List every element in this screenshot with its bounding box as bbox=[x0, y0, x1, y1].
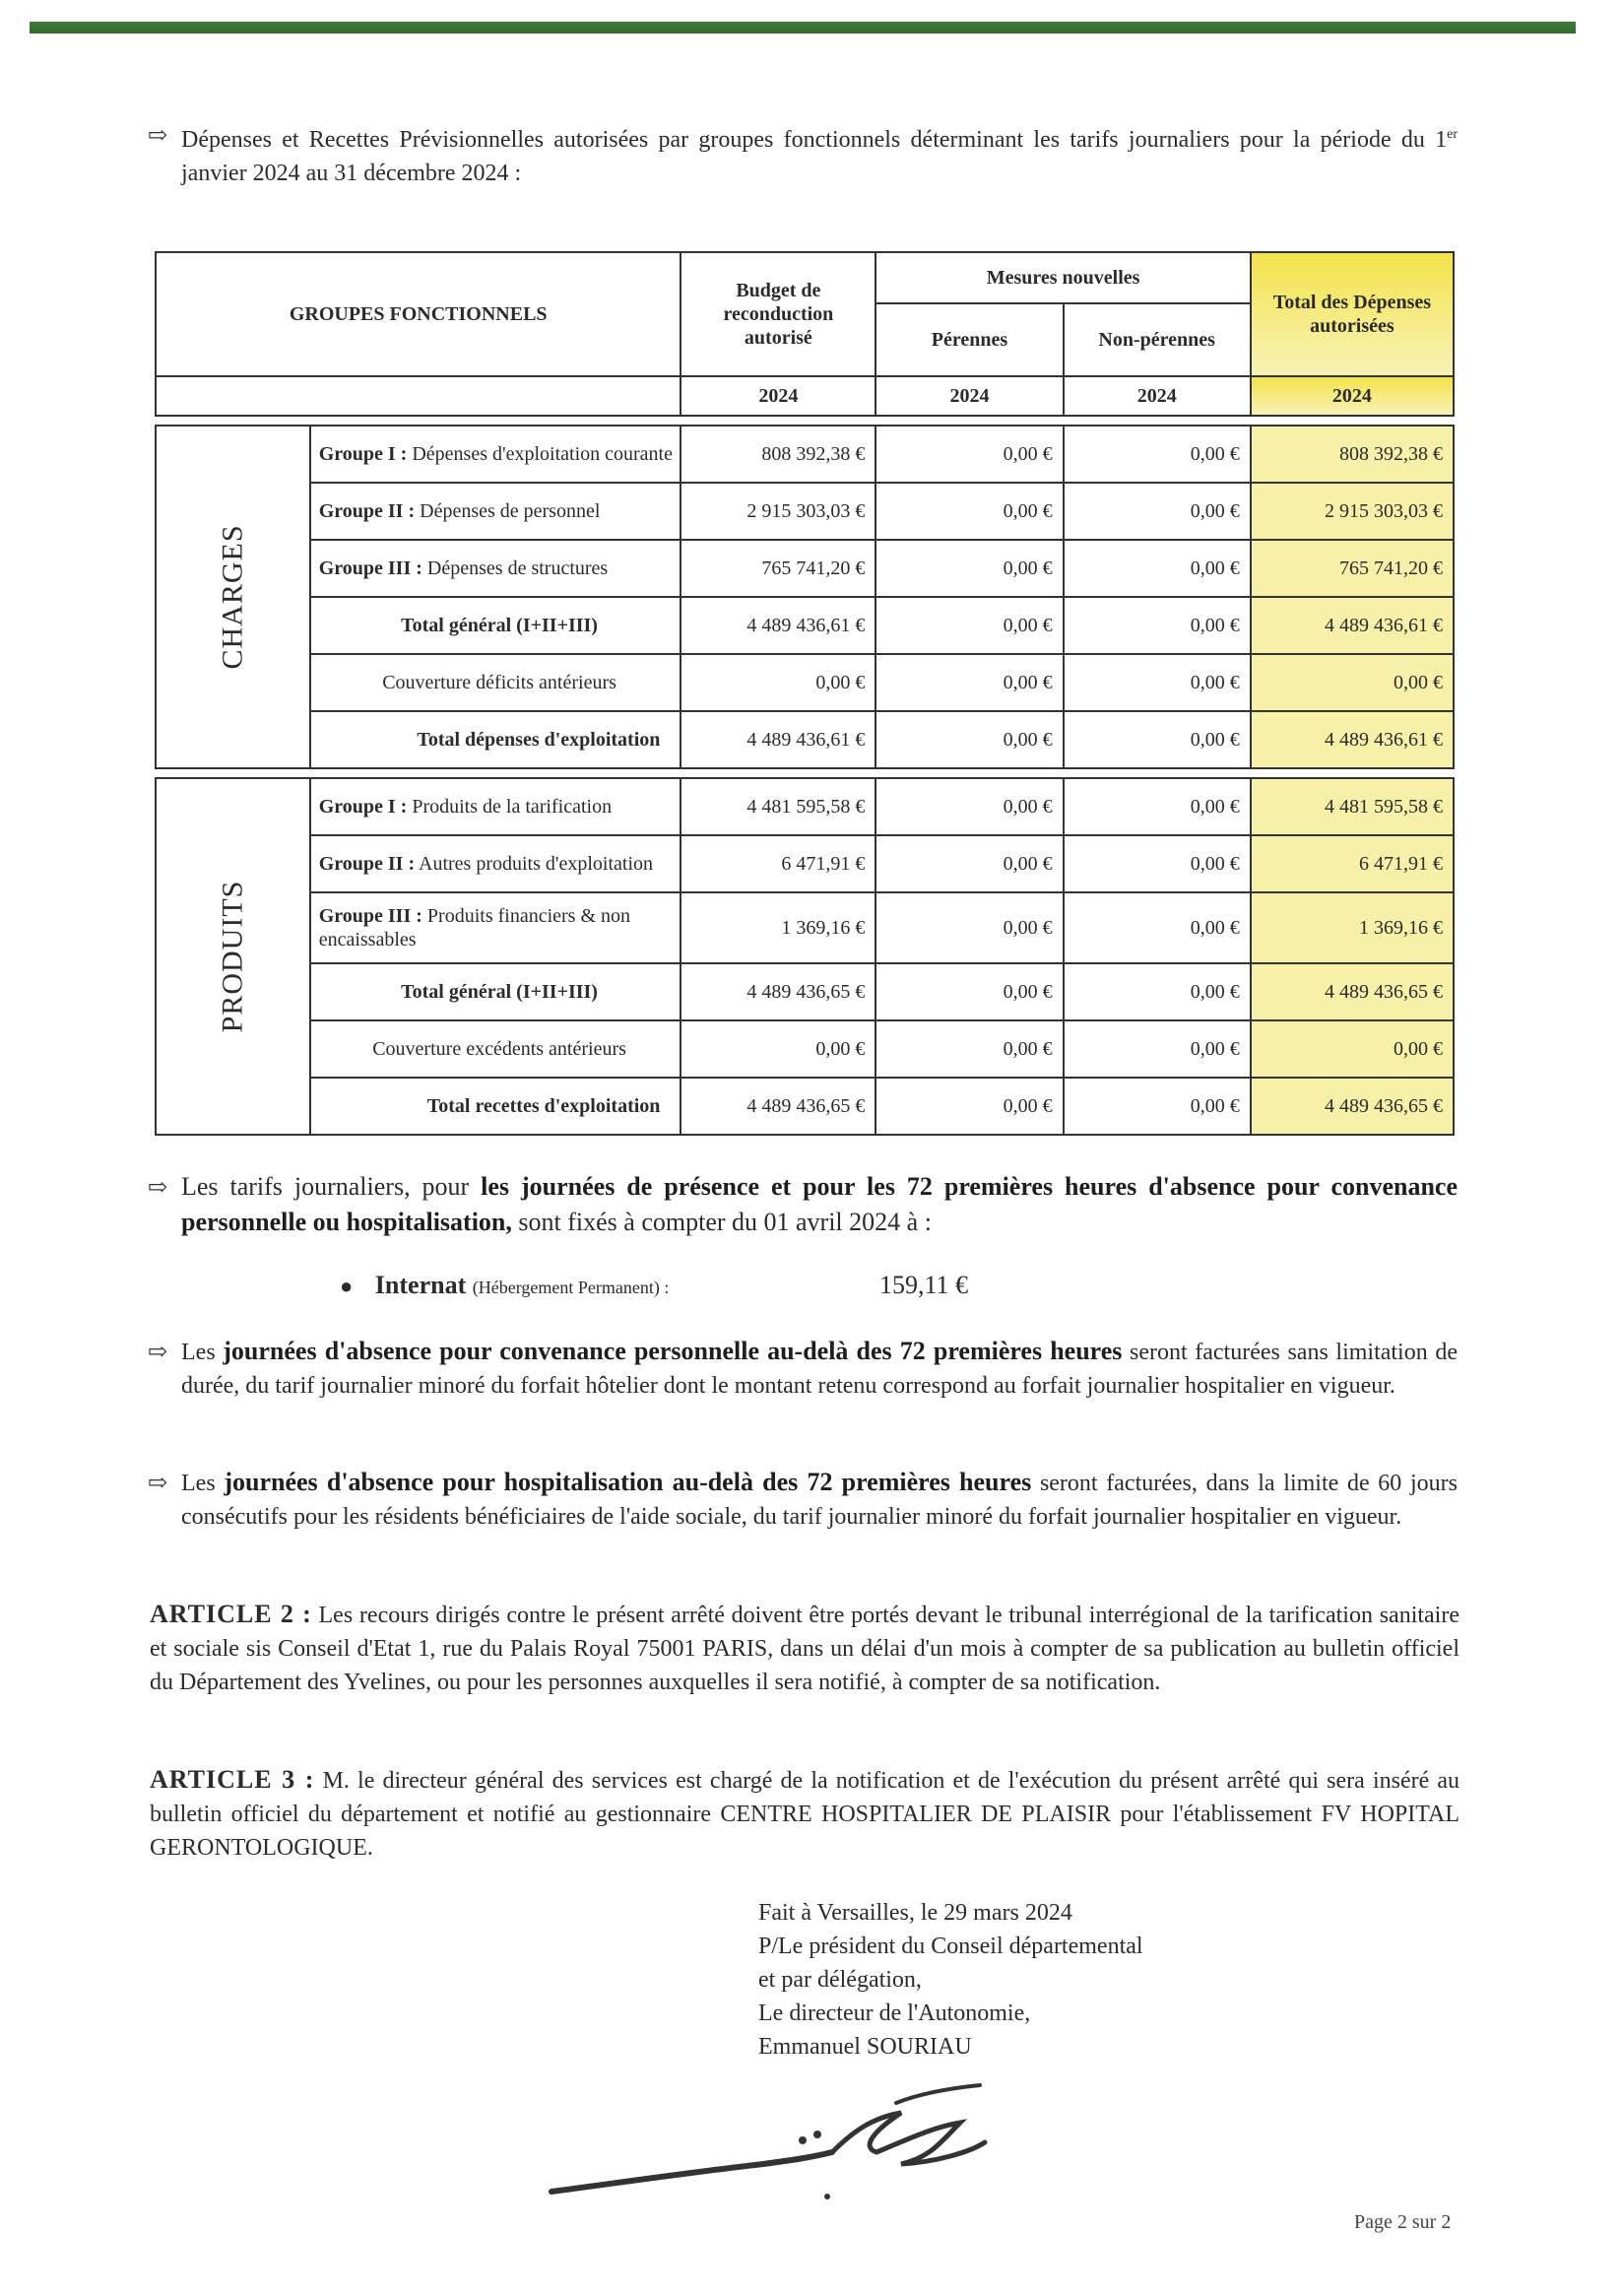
table-row bbox=[156, 597, 1454, 654]
article-2: ARTICLE 2 : Les recours dirigés contre le présent arrêté doivent être portés devant le tribunal interrégional de la tarification sanitaire et sociale sis Conseil d'Etat 1, rue du Palais Royal 75001 PARIS, dans un délai d'un mois à compter de sa publication au bulletin officiel du Département des Yvelines, ou pour les personnes auxquelles il sera notifié, à compter de sa notification. bbox=[150, 1600, 1459, 1695]
cell-budget: 0,00 € bbox=[681, 1020, 875, 1078]
cell-perennes: 0,00 € bbox=[875, 835, 1063, 892]
row-label: Total général (I+II+III) bbox=[310, 963, 681, 1020]
cell-budget: 4 481 595,58 € bbox=[681, 778, 875, 835]
cell-budget: 1 369,16 € bbox=[681, 892, 875, 963]
cell-budget: 808 392,38 € bbox=[681, 426, 875, 483]
cell-non-perennes: 0,00 € bbox=[1064, 426, 1251, 483]
cell-perennes: 0,00 € bbox=[875, 1020, 1063, 1078]
bullet-dot-icon: ● bbox=[340, 1274, 354, 1298]
intro-paragraph bbox=[148, 118, 1458, 190]
cell-non-perennes: 0,00 € bbox=[1064, 483, 1251, 540]
produits-label-cell bbox=[156, 778, 310, 1135]
cell-budget: 4 489 436,61 € bbox=[681, 597, 875, 654]
cell-budget: 2 915 303,03 € bbox=[681, 483, 875, 540]
cell-total: 4 489 436,61 € bbox=[1251, 597, 1454, 654]
absence-convenance-paragraph: ⇨ Les journées d'absence pour convenance personnelle au-delà des 72 premières heures seront facturées sans limitation de durée, du tarif journalier minoré du forfait hôtelier dont le montant retenu correspond au forfait journalier hospitalier en vigueur. bbox=[148, 1337, 1458, 1399]
row-label: Groupe II : Autres produits d'exploitation bbox=[310, 835, 681, 892]
signature-line-2: P/Le président du Conseil départemental bbox=[758, 1934, 1143, 1959]
row-label: Groupe III : Dépenses de structures bbox=[310, 540, 681, 597]
cell-perennes: 0,00 € bbox=[875, 483, 1063, 540]
charges-label: CHARGES bbox=[216, 524, 249, 670]
table-row bbox=[156, 892, 1454, 963]
intro-sup: er bbox=[1447, 127, 1458, 142]
cell-total: 4 489 436,65 € bbox=[1251, 963, 1454, 1020]
signature-line-5: Emmanuel SOURIAU bbox=[758, 2034, 972, 2060]
cell-budget: 765 741,20 € bbox=[681, 540, 875, 597]
signature-line-4: Le directeur de l'Autonomie, bbox=[758, 2001, 1031, 2026]
cell-perennes: 0,00 € bbox=[875, 711, 1063, 768]
cell-perennes: 0,00 € bbox=[875, 778, 1063, 835]
cell-total: 4 481 595,58 € bbox=[1251, 778, 1454, 835]
cell-total: 1 369,16 € bbox=[1251, 892, 1454, 963]
header-non-perennes: Non-pérennes bbox=[1064, 303, 1251, 376]
row-label: Total recettes d'exploitation bbox=[310, 1078, 681, 1135]
cell-budget: 6 471,91 € bbox=[681, 835, 875, 892]
cell-perennes: 0,00 € bbox=[875, 654, 1063, 711]
cell-total: 808 392,38 € bbox=[1251, 426, 1454, 483]
internat-sub: (Hébergement Permanent) : bbox=[472, 1278, 670, 1297]
cell-non-perennes: 0,00 € bbox=[1064, 654, 1251, 711]
arrow-right-icon: ⇨ bbox=[148, 1340, 168, 1365]
handwritten-signature bbox=[547, 2073, 1000, 2216]
table-row bbox=[156, 426, 1454, 483]
budget-table bbox=[155, 251, 1455, 1136]
tarifs-paragraph: ⇨ Les tarifs journaliers, pour les journées de présence et pour les 72 premières heures d'absence pour convenance personnelle ou hospitalisation, sont fixés à compter du 01 avril 2024 à : bbox=[148, 1172, 1458, 1236]
cell-budget: 4 489 436,61 € bbox=[681, 711, 875, 768]
cell-perennes: 0,00 € bbox=[875, 892, 1063, 963]
cell-non-perennes: 0,00 € bbox=[1064, 1078, 1251, 1135]
header-year-total: 2024 bbox=[1251, 376, 1454, 416]
row-label: Groupe II : Dépenses de personnel bbox=[310, 483, 681, 540]
cell-total: 2 915 303,03 € bbox=[1251, 483, 1454, 540]
cell-total: 0,00 € bbox=[1251, 654, 1454, 711]
cell-perennes: 0,00 € bbox=[875, 597, 1063, 654]
cell-budget: 0,00 € bbox=[681, 654, 875, 711]
cell-non-perennes: 0,00 € bbox=[1064, 540, 1251, 597]
table-row bbox=[156, 835, 1454, 892]
cell-budget: 4 489 436,65 € bbox=[681, 1078, 875, 1135]
table-row bbox=[156, 1020, 1454, 1078]
cell-total: 765 741,20 € bbox=[1251, 540, 1454, 597]
table-row bbox=[156, 1078, 1454, 1135]
page-number: Page 2 sur 2 bbox=[1354, 2211, 1452, 2233]
table-row bbox=[156, 483, 1454, 540]
header-mesures: Mesures nouvelles bbox=[875, 252, 1250, 303]
cell-perennes: 0,00 € bbox=[875, 426, 1063, 483]
cell-perennes: 0,00 € bbox=[875, 540, 1063, 597]
row-label: Couverture excédents antérieurs bbox=[310, 1020, 681, 1078]
internat-value: 159,11 € bbox=[879, 1271, 969, 1299]
internat-label: Internat bbox=[374, 1271, 467, 1299]
charges-label-cell bbox=[156, 426, 310, 768]
header-total: Total des Dépenses autorisées bbox=[1251, 252, 1454, 376]
header-year-non-perennes: 2024 bbox=[1064, 376, 1251, 416]
arrow-right-icon: ⇨ bbox=[148, 1471, 168, 1496]
cell-non-perennes: 0,00 € bbox=[1064, 778, 1251, 835]
arrow-right-icon: ⇨ bbox=[148, 1175, 168, 1201]
header-groupes: GROUPES FONCTIONNELS bbox=[156, 252, 681, 376]
arrow-right-icon: ⇨ bbox=[148, 123, 168, 149]
header-year-empty bbox=[156, 376, 681, 416]
cell-perennes: 0,00 € bbox=[875, 1078, 1063, 1135]
top-green-rule bbox=[30, 22, 1576, 33]
intro-text-a: Dépenses et Recettes Prévisionnelles autorisées par groupes fonctionnels déterminant les tarifs journaliers pour la période du 1 bbox=[181, 127, 1448, 153]
internat-line bbox=[340, 1271, 669, 1300]
row-label: Groupe I : Produits de la tarification bbox=[310, 778, 681, 835]
article-3: ARTICLE 3 : M. le directeur général des services est chargé de la notification et de l'exécution du présent arrêté qui sera inséré au bulletin officiel du département et notifié au gestionnaire CENTRE HOSPITALIER DE PLAISIR pour l'établissement FV HOPITAL GERONTOLOGIQUE. bbox=[150, 1765, 1460, 1861]
cell-non-perennes: 0,00 € bbox=[1064, 597, 1251, 654]
header-budget: Budget de reconduction autorisé bbox=[681, 252, 875, 376]
cell-non-perennes: 0,00 € bbox=[1064, 1020, 1251, 1078]
cell-total: 4 489 436,61 € bbox=[1251, 711, 1454, 768]
cell-non-perennes: 0,00 € bbox=[1064, 892, 1251, 963]
row-label: Total général (I+II+III) bbox=[310, 597, 681, 654]
cell-total: 6 471,91 € bbox=[1251, 835, 1454, 892]
table-row bbox=[156, 711, 1454, 768]
table-row bbox=[156, 540, 1454, 597]
signature-line-3: et par délégation, bbox=[758, 1967, 922, 1993]
produits-label: PRODUITS bbox=[216, 880, 249, 1033]
table-row bbox=[156, 963, 1454, 1020]
signature-line-1: Fait à Versailles, le 29 mars 2024 bbox=[758, 1900, 1072, 1926]
row-label: Total dépenses d'exploitation bbox=[310, 711, 681, 768]
table-row bbox=[156, 654, 1454, 711]
intro-text-b: janvier 2024 au 31 décembre 2024 : bbox=[181, 161, 522, 186]
row-label: Couverture déficits antérieurs bbox=[310, 654, 681, 711]
cell-perennes: 0,00 € bbox=[875, 963, 1063, 1020]
header-year-budget: 2024 bbox=[681, 376, 875, 416]
cell-budget: 4 489 436,65 € bbox=[681, 963, 875, 1020]
absence-hospitalisation-paragraph: ⇨ Les journées d'absence pour hospitalisation au-delà des 72 premières heures seront facturées, dans la limite de 60 jours consécutifs pour les résidents bénéficiaires de l'aide sociale, du tarif journalier minoré du forfait journalier hospitalier en vigueur. bbox=[148, 1468, 1458, 1530]
cell-non-perennes: 0,00 € bbox=[1064, 835, 1251, 892]
table-row bbox=[156, 778, 1454, 835]
row-label: Groupe I : Dépenses d'exploitation courante bbox=[310, 426, 681, 483]
cell-non-perennes: 0,00 € bbox=[1064, 711, 1251, 768]
header-year-perennes: 2024 bbox=[875, 376, 1063, 416]
signature-block bbox=[758, 1896, 1143, 2064]
cell-non-perennes: 0,00 € bbox=[1064, 963, 1251, 1020]
cell-total: 4 489 436,65 € bbox=[1251, 1078, 1454, 1135]
header-perennes: Pérennes bbox=[875, 303, 1063, 376]
row-label: Groupe III : Produits financiers & non encaissables bbox=[310, 892, 681, 963]
cell-total: 0,00 € bbox=[1251, 1020, 1454, 1078]
